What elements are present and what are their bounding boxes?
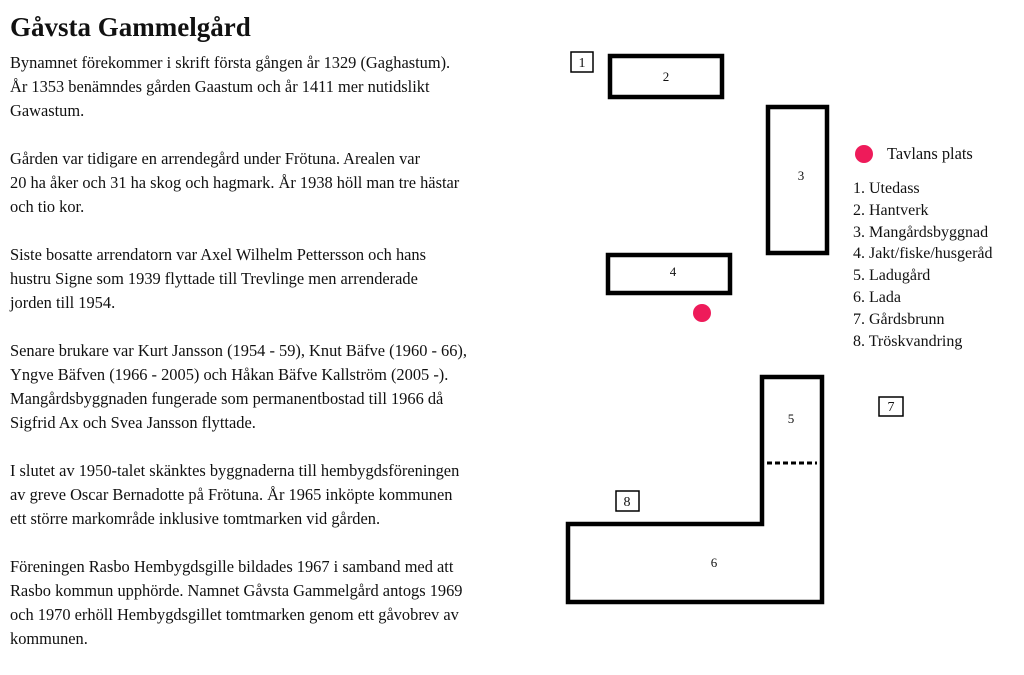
legend-item: 4. Jakt/fiske/husgeråd xyxy=(853,245,993,263)
legend-item: 3. Mangårdsbyggnad xyxy=(853,223,989,241)
tag-label-8: 8 xyxy=(623,495,631,510)
building-label-6: 6 xyxy=(710,555,718,570)
text-line: Föreningen Rasbo Hembygdsgille bildades 1967 i samband med att xyxy=(10,557,454,576)
text-line: av greve Oscar Bernadotte på Frötuna. År 1965 inköpte kommunen xyxy=(10,485,453,504)
marker-dot xyxy=(693,304,711,322)
text-line: jorden till 1954. xyxy=(10,293,116,312)
building-label-2: 2 xyxy=(662,69,670,84)
text-line: Siste bosatte arrendatorn var Axel Wilhelm Pettersson och hans xyxy=(10,245,426,264)
legend-marker-label: Tavlans plats xyxy=(887,144,973,163)
text-line: och tio kor. xyxy=(10,197,85,216)
building-label-4: 4 xyxy=(669,264,677,279)
legend-item: 8. Tröskvandring xyxy=(853,332,963,350)
text-line: hustru Signe som 1939 flyttade till Trevlinge men arrenderade xyxy=(10,269,418,288)
text-line: och 1970 erhöll Hembygdsgillet tomtmarken genom ett gåvobrev av xyxy=(10,605,459,624)
text-line: ett större markområde inklusive tomtmarken vid gården. xyxy=(10,509,381,528)
tag-label-7: 7 xyxy=(887,400,895,415)
legend-item: 7. Gårdsbrunn xyxy=(853,310,945,328)
text-line: 20 ha åker och 31 ha skog och hagmark. År 1938 höll man tre hästar xyxy=(10,173,460,192)
text-line: Senare brukare var Kurt Jansson (1954 - 59), Knut Bäfve (1960 - 66), xyxy=(10,341,467,360)
building-5-6-outline xyxy=(568,377,822,602)
text-line: Yngve Bäfven (1966 - 2005) och Håkan Bäfve Kallström (2005 -). xyxy=(10,365,449,384)
text-line: Gawastum. xyxy=(10,101,85,120)
legend-list xyxy=(853,178,993,352)
building-label-5: 5 xyxy=(787,411,795,426)
text-line: År 1353 benämndes gården Gaastum och år 1411 mer nutidslikt xyxy=(10,77,430,96)
text-line: Mangårdsbyggnaden fungerade som permanentbostad till 1966 då xyxy=(10,389,444,408)
building-label-3: 3 xyxy=(797,168,805,183)
tag-label-1: 1 xyxy=(578,56,586,71)
legend-marker-dot xyxy=(855,145,873,163)
text-line: Gården var tidigare en arrendegård under Frötuna. Arealen var xyxy=(10,149,421,168)
text-line: kommunen. xyxy=(10,629,88,648)
text-line: Rasbo kommun upphörde. Namnet Gåvsta Gammelgård antogs 1969 xyxy=(10,581,463,600)
page-title: Gåvsta Gammelgård xyxy=(10,12,251,42)
legend-item: 6. Lada xyxy=(853,288,901,306)
legend-item: 5. Ladugård xyxy=(853,267,931,285)
text-line: Bynamnet förekommer i skrift första gången år 1329 (Gaghastum). xyxy=(10,53,451,72)
text-line: I slutet av 1950-talet skänktes byggnaderna till hembygdsföreningen xyxy=(10,461,460,480)
legend-item: 2. Hantverk xyxy=(853,201,929,219)
legend-item: 1. Utedass xyxy=(853,180,920,197)
text-line: Sigfrid Ax och Svea Jansson flyttade. xyxy=(10,413,256,432)
